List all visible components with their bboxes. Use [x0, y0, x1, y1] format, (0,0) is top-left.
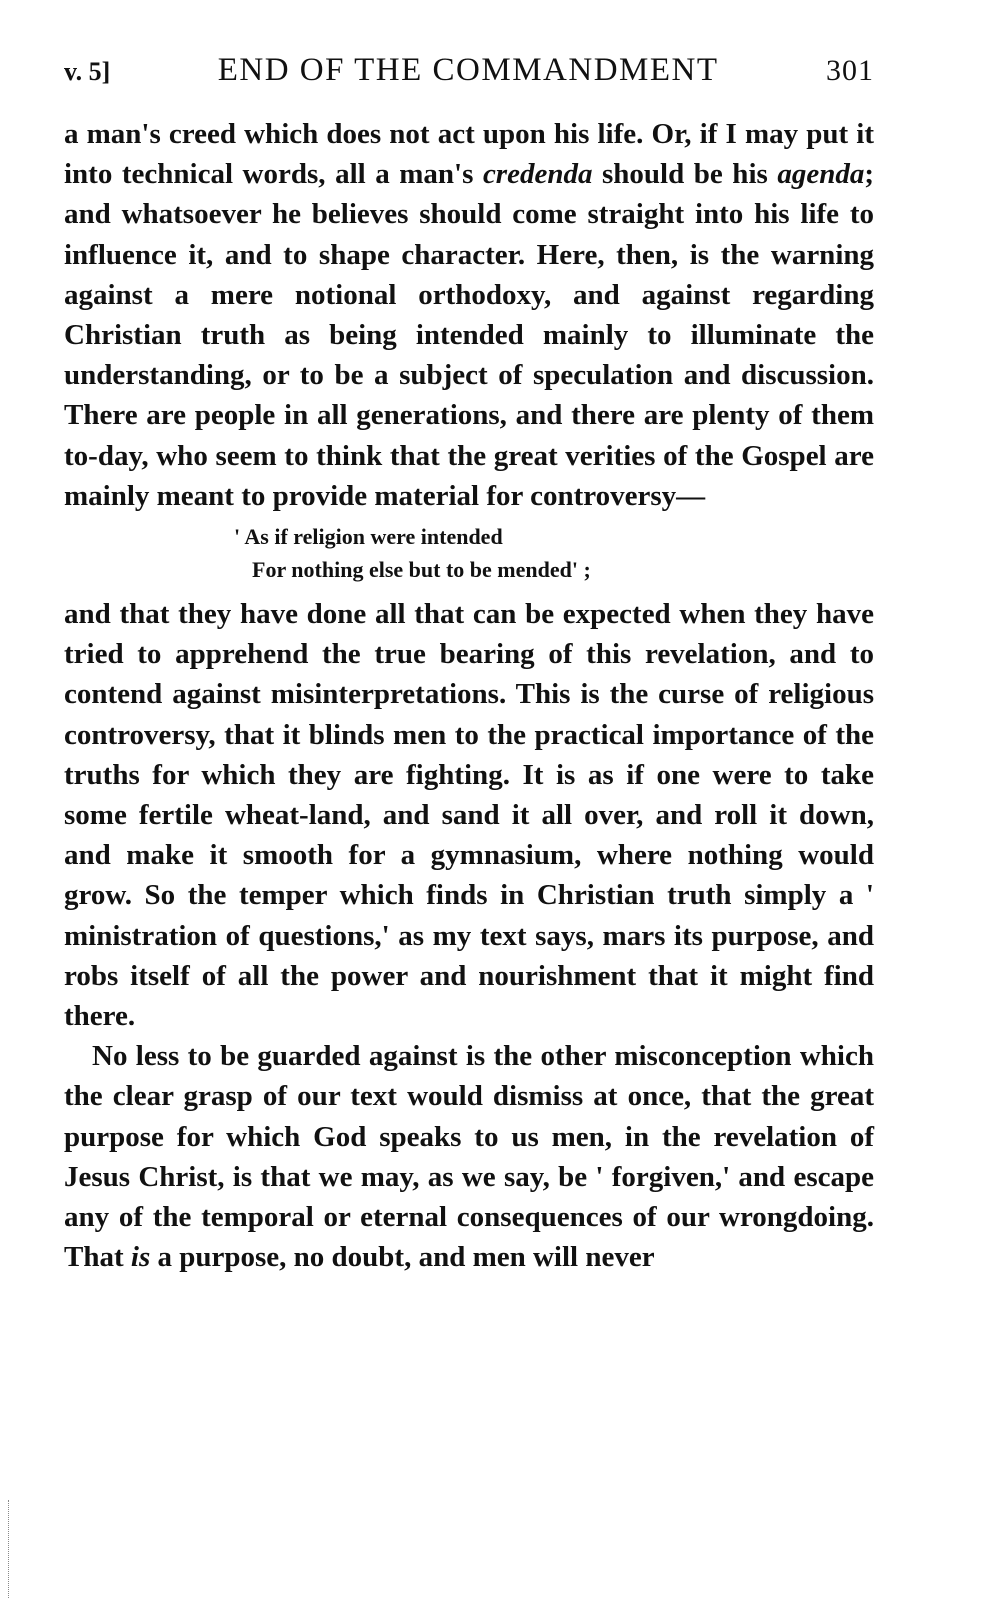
body-text [64, 114, 874, 1277]
quotation-line-2: For nothing else but to be mended' ; [252, 557, 591, 583]
paragraph-3-text-b: a purpose, no doubt, and men will never [150, 1241, 655, 1274]
margin-dotted-rule [8, 1500, 9, 1598]
paragraph-1-italic-credenda: credenda [482, 158, 593, 191]
running-header [64, 52, 874, 102]
paragraph-3 [64, 1036, 874, 1277]
page-number: 301 [826, 54, 874, 87]
paragraph-1-text-a: a man's creed which does not act upon his life. Or, if I may put it into technical words, all a man's [64, 118, 874, 191]
paragraph-1 [64, 114, 874, 516]
paragraph-1-italic-agenda: agenda [777, 158, 865, 191]
verse-reference: v. 5] [64, 57, 111, 86]
verse-quotation [234, 520, 874, 586]
paragraph-3-italic-is: is [130, 1241, 151, 1274]
running-title: END OF THE COMMANDMENT [217, 52, 719, 88]
paragraph-1-text-b: should be his [592, 158, 778, 191]
paragraph-1-text-c: ; and whatsoever he believes should come straight into his life to influence it, and to shape character. Here, then, is the warning against a mere notional orthodoxy, and against regarding Christian truth as being intended mainly to illuminate the understanding, or to be a subject of speculation and discussion. There are people in all generations, and there are plenty of them to-day, who seem to think that the great verities of the Gospel are mainly meant to provide material for controversy— [64, 158, 874, 512]
paragraph-2: and that they have done all that can be expected when they have tried to apprehend the true bearing of this revelation, and to contend against misinterpretations. This is the curse of religious controversy, that it blinds men to the practical importance of the truths for which they are fighting. It is as if one were to take some fertile wheat-land, and sand it all over, and roll it down, and make it smooth for a gymnasium, where nothing would grow. So the temper which finds in Christian truth simply a ' ministration of questions,' as my text says, mars its purpose, and robs itself of all the power and nourishment that it might find there. [64, 598, 874, 1033]
book-page [64, 52, 874, 1277]
paragraph-3-text-a: No less to be guarded against is the other misconception which the clear grasp of our text would dismiss at once, that the great purpose for which God speaks to us men, in the revelation of Jesus Christ, is that we may, as we say, be ' forgiven,' and escape any of the temporal or eternal consequences of our wrongdoing. That [64, 1040, 874, 1274]
quotation-line-1: ' As if religion were intended [234, 524, 503, 550]
